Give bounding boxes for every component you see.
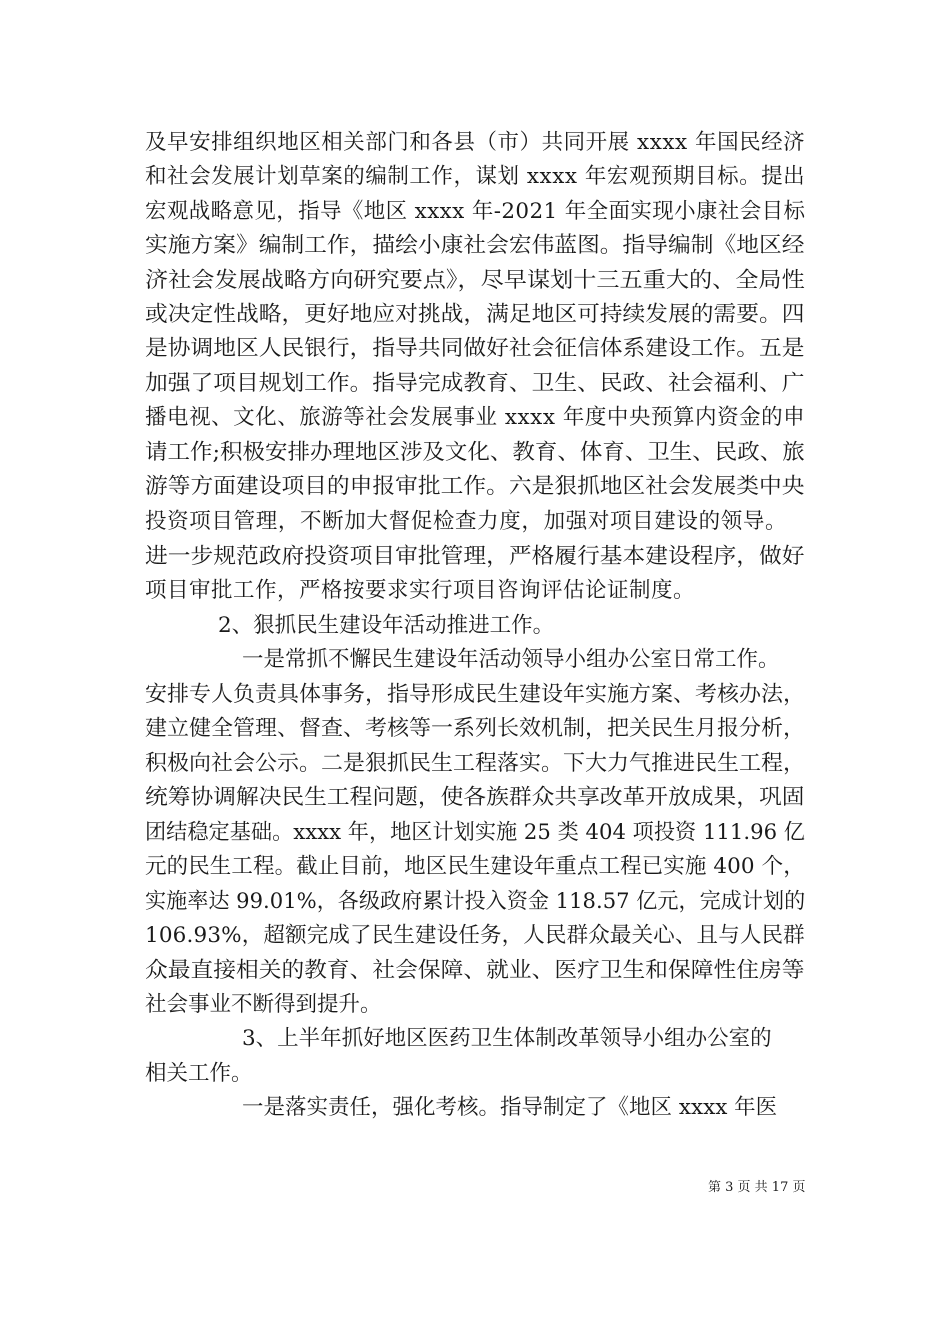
text-line: 元的民生工程。截止目前，地区民生建设年重点工程已实施 400 个，: [145, 854, 805, 879]
text-line: 社会事业不断得到提升。: [145, 992, 382, 1017]
text-line: 安排专人负责具体事务，指导形成民生建设年实施方案、考核办法，: [145, 682, 806, 707]
text-line: 和社会发展计划草案的编制工作，谋划 xxxx 年宏观预期目标。提出: [145, 164, 806, 189]
text-line: 宏观战略意见，指导《地区 xxxx 年-2021 年全面实现小康社会目标: [145, 199, 806, 224]
text-line: 一是落实责任，强化考核。指导制定了《地区 xxxx 年医: [242, 1095, 778, 1120]
text-line: 106.93%，超额完成了民生建设任务，人民群众最关心、且与人民群: [145, 923, 805, 948]
text-line: 加强了项目规划工作。指导完成教育、卫生、民政、社会福利、广: [145, 371, 805, 396]
text-line: 济社会发展战略方向研究要点》，尽早谋划十三五重大的、全局性: [145, 268, 805, 293]
text-line: 实施率达 99.01%，各级政府累计投入资金 118.57 亿元，完成计划的: [145, 889, 806, 914]
text-line: 游等方面建设项目的申报审批工作。六是狠抓地区社会发展类中央: [145, 474, 805, 499]
text-line: 相关工作。: [145, 1061, 253, 1086]
text-line: 一是常抓不懈民生建设年活动领导小组办公室日常工作。: [242, 647, 780, 672]
text-line: 3、上半年抓好地区医药卫生体制改革领导小组办公室的: [242, 1026, 772, 1051]
text-line: 投资项目管理，不断加大督促检查力度，加强对项目建设的领导。: [145, 509, 788, 534]
text-line: 积极向社会公示。二是狠抓民生工程落实。下大力气推进民生工程，: [145, 751, 806, 776]
text-line: 建立健全管理、督查、考核等一系列长效机制，把关民生月报分析，: [145, 716, 806, 741]
text-line: 进一步规范政府投资项目审批管理，严格履行基本建设程序，做好: [145, 544, 805, 569]
text-line: 2、狠抓民生建设年活动推进工作。: [218, 613, 555, 638]
text-line: 众最直接相关的教育、社会保障、就业、医疗卫生和保障性住房等: [145, 958, 805, 983]
text-line: 播电视、文化、旅游等社会发展事业 xxxx 年度中央预算内资金的申: [145, 405, 806, 430]
text-line: 统筹协调解决民生工程问题，使各族群众共享改革开放成果，巩固: [145, 785, 805, 810]
text-line: 实施方案》编制工作，描绘小康社会宏伟蓝图。指导编制《地区经: [145, 233, 805, 258]
page-number-footer: 第 3 页 共 17 页: [708, 1180, 806, 1195]
text-line: 请工作;积极安排办理地区涉及文化、教育、体育、卫生、民政、旅: [145, 440, 805, 465]
text-line: 项目审批工作，严格按要求实行项目咨询评估论证制度。: [145, 578, 696, 603]
text-line: 团结稳定基础。xxxx 年，地区计划实施 25 类 404 项投资 111.96 亿: [145, 820, 805, 845]
text-line: 或决定性战略，更好地应对挑战，满足地区可持续发展的需要。四: [145, 302, 805, 327]
text-line: 及早安排组织地区相关部门和各县（市）共同开展 xxxx 年国民经济: [145, 130, 806, 155]
text-line: 是协调地区人民银行，指导共同做好社会征信体系建设工作。五是: [145, 336, 805, 361]
